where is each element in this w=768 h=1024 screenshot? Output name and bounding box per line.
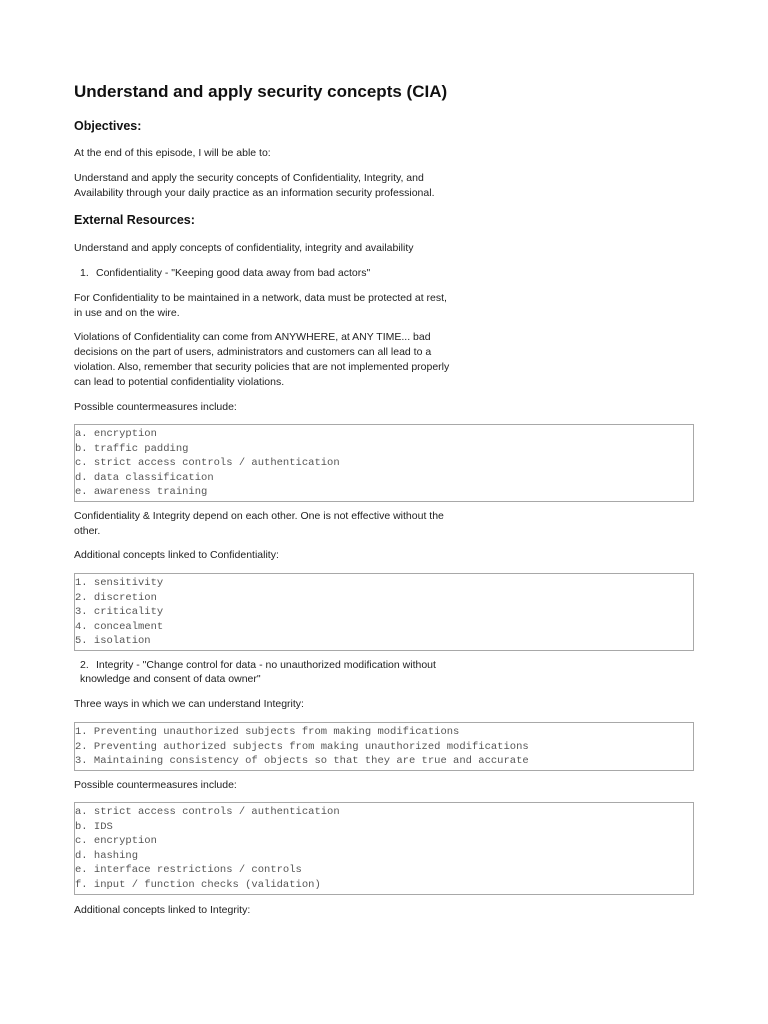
list-item-number: 2. — [80, 659, 89, 671]
list-item-confidentiality — [80, 266, 460, 280]
code-line: 3. criticality — [75, 606, 164, 619]
list-item-integrity — [80, 658, 460, 686]
code-line: 4. concealment — [75, 620, 164, 633]
code-line: b. IDS — [75, 820, 113, 833]
code-line: 3. Maintaining consistency of objects so that they are true and accurate — [75, 755, 529, 768]
external-resources-heading: External Resources: — [74, 213, 195, 227]
code-block-integrity-countermeasures — [74, 802, 694, 895]
code-line: a. encryption — [75, 428, 157, 440]
code-line: d. hashing — [75, 849, 139, 862]
integrity-ways-label: Three ways in which we can understand Integrity: — [74, 698, 304, 710]
code-block-confidentiality-countermeasures — [74, 424, 694, 502]
countermeasures-label: Possible countermeasures include: — [74, 401, 237, 413]
external-resources-intro: Understand and apply concepts of confidentiality, integrity and availability — [74, 242, 414, 254]
paragraph-depend: Confidentiality & Integrity depend on each other. One is not effective without the other. — [74, 510, 444, 537]
code-line: 2. Preventing authorized subjects from making unauthorized modifications — [75, 740, 529, 753]
code-line: 2. discretion — [75, 591, 157, 604]
code-line: d. data classification — [75, 471, 214, 484]
code-line: b. traffic padding — [75, 442, 189, 455]
paragraph-confidentiality-protection: For Confidentiality to be maintained in a network, data must be protected at rest, in use and on the wire. — [74, 292, 447, 319]
code-line: 5. isolation — [75, 635, 151, 648]
code-line: e. awareness training — [75, 486, 208, 499]
code-line: c. encryption — [75, 835, 157, 848]
code-line: c. strict access controls / authentication — [75, 457, 340, 470]
list-item-text: Confidentiality - "Keeping good data away from bad actors" — [96, 267, 371, 279]
code-line: e. interface restrictions / controls — [75, 864, 302, 877]
code-line: 1. sensitivity — [75, 577, 164, 589]
list-item-number: 1. — [80, 267, 89, 279]
code-line: 1. Preventing unauthorized subjects from making modifications — [75, 726, 460, 738]
paragraph-violations: Violations of Confidentiality can come from ANYWHERE, at ANY TIME... bad decisions on the part of users, administrators and customers can all lead to a violation. Also, remember that security policies that are not implemented properly can lead to potential confidentiality violations. — [74, 331, 450, 388]
list-item-text: Integrity - "Change control for data - no unauthorized modification without knowledge and consent of data owner" — [80, 659, 436, 685]
code-line: a. strict access controls / authentication — [75, 806, 340, 818]
confidentiality-concepts-label: Additional concepts linked to Confidentiality: — [74, 549, 279, 561]
code-line: f. input / function checks (validation) — [75, 878, 321, 891]
code-block-integrity-ways — [74, 722, 694, 771]
objectives-text: Understand and apply the security concepts of Confidentiality, Integrity, and Availability through your daily practice as an information security professional. — [74, 172, 435, 199]
countermeasures-label: Possible countermeasures include: — [74, 779, 237, 791]
page-title: Understand and apply security concepts (CIA) — [74, 82, 448, 101]
objectives-intro: At the end of this episode, I will be able to: — [74, 147, 271, 159]
integrity-concepts-label: Additional concepts linked to Integrity: — [74, 904, 251, 916]
code-block-confidentiality-concepts — [74, 573, 694, 651]
objectives-heading: Objectives: — [74, 119, 142, 133]
